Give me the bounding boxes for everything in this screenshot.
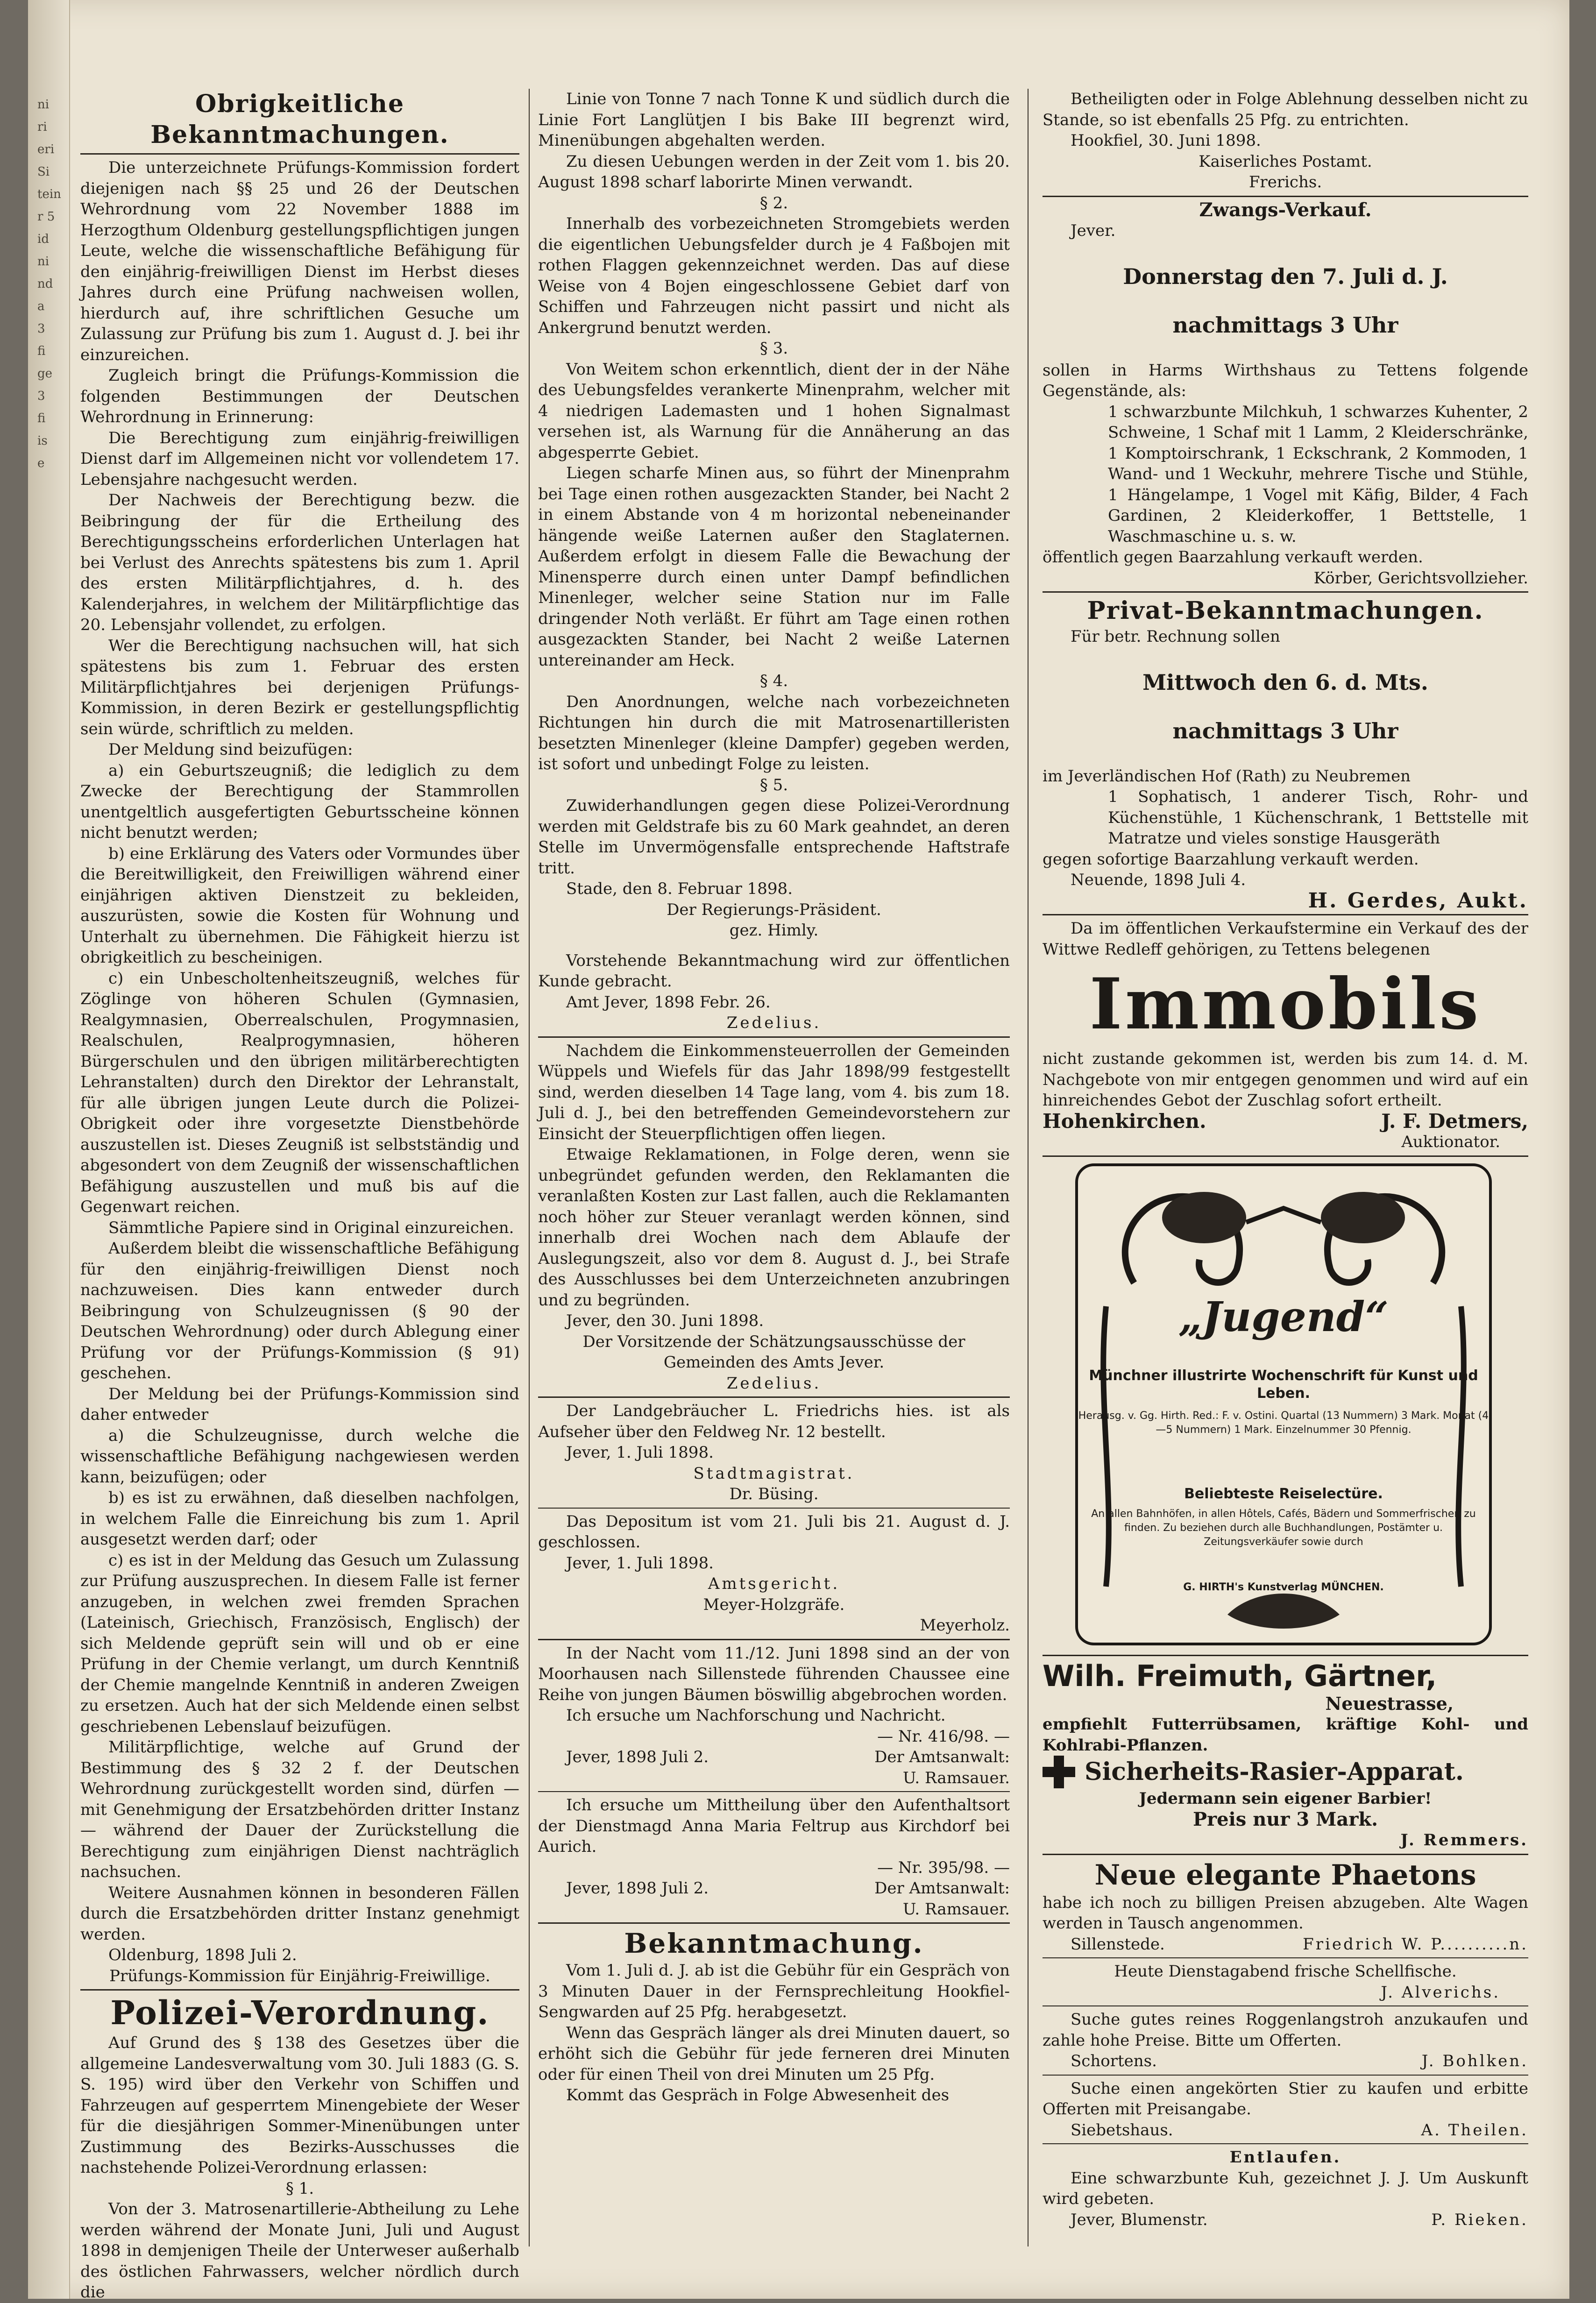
paragraph-mark: § 1.	[285, 2179, 314, 2198]
signature: Der Vorsitzende der Schätzungsausschüsse der Gemeinden des Amts Jever.	[582, 1332, 965, 1372]
signature: Körber, Gerichtsvollzieher.	[1313, 568, 1528, 588]
gutter-fragment: tein	[37, 187, 61, 201]
paragraph: Den Anordnungen, welche nach vorbezeichneten Richtungen hin durch die mit Matrosenartilleristen besetzten Minenleger (kleine Dampfer) gegeben werden, ist sofort und unbedingt Folge zu leisten.	[538, 692, 1010, 773]
signature: H. Gerdes, Aukt.	[1308, 888, 1528, 913]
place: Siebetshaus.	[1071, 2120, 1173, 2140]
paragraph-mark: § 5.	[759, 775, 788, 794]
paragraph: Wer die Berechtigung nachsuchen will, hat sich spätestens bis zum 1. Februar des ersten Militärpflichtjahres bei derjenigen Prüfungs-Kommission, in deren Bezirk er gestellungspflichtig sein würde, schriftlich zu melden.	[80, 636, 519, 738]
gutter-fragment: 3	[37, 389, 45, 403]
paragraph-mark: § 4.	[759, 672, 788, 690]
paragraph: a) die Schulzeugnisse, durch welche die wissenschaftliche Befähigung nachgewiesen werden kann, beizufügen; oder	[80, 1426, 519, 1487]
paragraph: Vom 1. Juli d. J. ab ist die Gebühr für ein Gespräch von 3 Minuten Dauer in der Fernsprechleitung Hookfiel-Sengwarden auf 25 Pfg. herabgesetzt.	[538, 1961, 1010, 2021]
paragraph: Liegen scharfe Minen aus, so führt der Minenprahm bei Tage einen rothen ausgezackten Stander, bei Nacht 2 in einem Abstande von 4 m horizontal nebeneinander hängende weiße Laternen außer den Staglaternen. Außerdem erfolgt in diesem Falle die Bewachung der Minensperre durch einen unter Dampf befindlichen Minenleger, welcher seine Station nur im Falle dringender Noth verläßt. Er führt am Tage einen rothen ausgezackten Stander, bei Nacht 2 weiße Laternen untereinander am Heck.	[538, 464, 1010, 670]
paragraph: Betheiligten oder in Folge Ablehnung desselben nicht zu Stande, so ist ebenfalls 25 Pfg. zu entrichten.	[1043, 90, 1528, 129]
paragraph: öffentlich gegen Baarzahlung verkauft werden.	[1043, 548, 1423, 567]
cross-icon	[1043, 1756, 1075, 1788]
paragraph: c) es ist in der Meldung das Gesuch um Zulassung zur Prüfung auszusprechen. In diesem Falle ist ferner anzugeben, in welchen zwei fremden Sprachen (Lateinisch, Griechisch, Französisch, Englisch) der sich Meldende geprüft sein will und ob er eine Prüfung in der Chemie verlangt, um durch Kenntniß der Chemie mangelnde Kenntniß in anderen Zweigen zu ersetzen. Auch hat der sich Meldende einen selbst geschriebenen Lebenslauf beizufügen.	[80, 1551, 519, 1736]
place-date: Hookfiel, 30. Juni 1898.	[1071, 131, 1261, 150]
ad-time: nachmittags 3 Uhr	[1172, 718, 1398, 744]
paragraph-mark: § 3.	[759, 339, 788, 358]
gutter-fragment: ri	[37, 120, 47, 134]
divider	[1043, 1854, 1528, 1855]
paragraph: b) es ist zu erwähnen, daß dieselben nachfolgen, in welchem Falle die Einreichung bis zum 1. April ausgesetzt werden darf; oder	[80, 1488, 519, 1549]
divider	[1043, 2005, 1528, 2006]
section-heading: Obrigkeitliche Bekanntmachungen.	[150, 90, 449, 149]
divider	[80, 153, 519, 155]
paragraph: a) ein Geburtszeugniß; die lediglich zu dem Zwecke der Berechtigung der Stammrollen unentgeltlich ausgefertigten Geburtsscheine können nicht benutzt werden;	[80, 761, 519, 842]
place: Sillenstede.	[1071, 1935, 1165, 1954]
signature: Meyerholz.	[920, 1616, 1010, 1635]
gutter-fragment: r 5	[37, 210, 55, 224]
divider	[80, 1989, 519, 1991]
ad-headline: Neue elegante Phaetons	[1094, 1858, 1476, 1892]
signature-title: Auktionator.	[1401, 1133, 1500, 1151]
rasier-ad	[1043, 1756, 1528, 1788]
paragraph: Der Nachweis der Berechtigung bezw. die Beibringung der für die Ertheilung des Berechtigungsscheins erforderlichen Unterlagen hat bei Verlust des Anrechts spätestens bis zum 1. April des ersten Militärpflichtjahres, d. h. des Kalenderjahres, in welchem der Militärpflichtige das 20. Lebensjahr vollendet, zu erfolgen.	[80, 491, 519, 634]
paragraph: Nachdem die Einkommensteuerrollen der Gemeinden Wüppels und Wiefels für das Jahr 1898/99 festgestellt sind, werden dieselben 14 Tage lang, vom 4. bis zum 18. Juli d. J., bei den betreffenden Gemeindevorstehern zur Einsicht der Steuerpflichtigen offen liegen.	[538, 1041, 1010, 1143]
place: Schortens.	[1071, 2052, 1157, 2070]
jugend-slogan: Beliebteste Reiselectüre.	[1184, 1485, 1383, 1502]
binding-gutter	[28, 0, 70, 2299]
gutter-fragment: Si	[37, 165, 50, 179]
griffin-ornament	[1078, 1166, 1489, 1643]
signature: Zedelius.	[726, 1374, 822, 1393]
place-date: Stade, den 8. Februar 1898.	[566, 879, 793, 898]
paragraph: Von Weitem schon erkenntlich, dient der in der Nähe des Uebungsfeldes verankerte Minenprahm, welcher mit 4 niedrigen Lademasten und 1 hohen Signalmast versehen ist, als Warnung für die Annäherung an das abgesperrte Gebiet.	[538, 360, 1010, 462]
gutter-fragment: ge	[37, 367, 53, 381]
place-date: Jever, 1. Juli 1898.	[566, 1553, 714, 1573]
notice-body	[80, 157, 519, 1945]
divider	[1043, 591, 1528, 593]
ad-headline: Wilh. Freimuth, Gärtner,	[1043, 1658, 1437, 1693]
gutter-fragment: id	[37, 232, 49, 246]
paragraph: Von der 3. Matrosenartillerie-Abtheilung zu Lehe werden während der Monate Juni, Juli und August 1898 in demjenigen Theile der Unterweser außerhalb des östlichen Fahrwassers, welcher nördlich durch die	[80, 2200, 519, 2302]
ad-headline: Immobils	[1089, 963, 1482, 1045]
paragraph: nicht zustande gekommen ist, werden bis zum 14. d. M. Nachgebote von mir entgegen genommen und wird auf ein hinreichendes Gebot der Zuschlag sofort ertheilt.	[1043, 1049, 1528, 1110]
paragraph: Der Meldung sind beizufügen:	[108, 740, 353, 759]
signature: Der Regierungs-Präsident.	[667, 900, 881, 919]
divider	[538, 1639, 1010, 1640]
paragraph: Außerdem bleibt die wissenschaftliche Befähigung für den einjährig-freiwilligen Dienst noch nachzuweisen. Dies kann entweder durch Beibringung von Schulzeugnissen (§ 90 der Deutschen Wehrordnung) oder durch Ablegung einer Prüfung vor der Prüfungs-Kommission (§ 91) geschehen.	[80, 1239, 519, 1382]
paragraph: b) eine Erklärung des Vaters oder Vormundes über die Bereitwilligkeit, den Freiwilligen während einer einjährigen aktiven Dienstzeit zu bekleiden, auszurüsten, sowie die Kosten für Wohnung und Unterhalt zu übernehmen. Die Fähigkeit hierzu ist obrigkeitlich zu bescheinigen.	[80, 844, 519, 967]
signature-row	[1043, 1111, 1528, 1132]
place-date: Oldenburg, 1898 Juli 2.	[108, 1946, 297, 1964]
place: Hohenkirchen.	[1043, 1109, 1206, 1133]
ad-date: Donnerstag den 7. Juli d. J.	[1123, 263, 1448, 289]
jugend-publisher: G. HIRTH's Kunstverlag MÜNCHEN.	[1183, 1581, 1384, 1593]
newspaper-page	[28, 0, 1569, 2302]
signature: Stadtmagistrat.	[693, 1464, 855, 1483]
signature: J. Alverichs.	[1381, 1983, 1500, 2002]
place-date: Jever, 1898 Juli 2.	[566, 1879, 709, 1898]
signature: Der Amtsanwalt:	[874, 1748, 1010, 1766]
paragraph: Kommt das Gespräch in Folge Abwesenheit des	[566, 2086, 950, 2105]
paragraph: Wenn das Gespräch länger als drei Minuten dauert, so erhöht sich die Gebühr für jede ferneren drei Minuten oder für einen Theil von drei Minuten um 25 Pfg.	[538, 2023, 1010, 2084]
signature-row	[1043, 1934, 1528, 1955]
gutter-fragments	[37, 93, 61, 475]
column-2	[538, 89, 1010, 2106]
jugend-title: „Jugend“	[1178, 1292, 1389, 1341]
jugend-subtitle: Münchner illustrirte Wochenschrift für Kunst und Leben.	[1089, 1367, 1478, 1402]
gutter-fragment: nd	[37, 277, 53, 291]
jugend-advertisement	[1075, 1163, 1492, 1645]
paragraph: Suche einen angekörten Stier zu kaufen und erbitte Offerten mit Preisangabe.	[1043, 2079, 1528, 2119]
paragraph: im Jeverländischen Hof (Rath) zu Neubremen	[1043, 766, 1411, 786]
paragraph: Linie von Tonne 7 nach Tonne K und südlich durch die Linie Fort Langlütjen I bis Bake III begrenzt wird, Minenübungen abgehalten werden.	[538, 90, 1010, 150]
signature: Kaiserliches Postamt.	[1199, 152, 1372, 171]
gutter-fragment: ni	[37, 98, 50, 112]
paragraph: gegen sofortige Baarzahlung verkauft werden.	[1043, 850, 1419, 869]
divider	[538, 1791, 1010, 1792]
divider	[1043, 1957, 1528, 1958]
divider	[1043, 914, 1528, 915]
notice-body	[538, 359, 1010, 671]
place: Jever.	[1071, 221, 1116, 240]
paragraph: Zuwiderhandlungen gegen diese Polizei-Verordnung werden mit Geldstrafe bis zu 60 Mark geahndet, an deren Stelle im Unvermögensfalle entsprechende Haftstrafe tritt.	[538, 796, 1010, 878]
paragraph: Eine schwarzbunte Kuh, gezeichnet J. J. Um Auskunft wird gebeten.	[1043, 2168, 1528, 2208]
divider	[538, 1036, 1010, 1038]
gutter-fragment: fi	[37, 344, 46, 358]
signature-row	[1043, 2051, 1528, 2072]
place-date: Jever, 1898 Juli 2.	[566, 1748, 709, 1766]
paragraph: Sämmtliche Papiere sind in Original einzureichen.	[108, 1218, 514, 1237]
divider	[538, 1922, 1010, 1924]
signature: Amtsgericht.	[708, 1574, 840, 1593]
divider	[1043, 2143, 1528, 2144]
section-heading: Privat-Bekanntmachungen.	[1087, 596, 1484, 625]
signature-row	[538, 1747, 1010, 1768]
divider	[1043, 2075, 1528, 2076]
paragraph: Ich ersuche um Mittheilung über den Aufenthaltsort der Dienstmagd Anna Maria Feltrup aus Kirchdorf bei Aurich.	[538, 1796, 1010, 1856]
paragraph: Weitere Ausnahmen können in besonderen Fällen durch die Ersatzbehörden dritter Instanz genehmigt werden.	[80, 1883, 519, 1944]
ad-date: Mittwoch den 6. d. Mts.	[1142, 669, 1428, 695]
divider	[1043, 196, 1528, 197]
notice-body	[80, 2033, 519, 2178]
place-date: Amt Jever, 1898 Febr. 26.	[566, 992, 771, 1012]
paragraph: c) ein Unbescholtenheitszeugniß, welches für Zöglinge von höheren Schulen (Gymnasien, Realgymnasien, Oberrealschulen, Progymnasien, Realschulen, Realprogymnasien, höheren Bürgerschulen und den übrigen militärberechtigten Lehranstalten) durch den Direktor der Lehranstalt, für alle übrigen jungen Leute durch die Polizei-Obrigkeit oder ihre vorgesetzte Dienstbehörde auszustellen ist. Dieses Zeugniß ist selbstständig und abgesondert von dem Zeugniß der wissenschaftlichen Befähigung auszustellen und muß bis auf die Gegenwart reichen.	[80, 969, 519, 1216]
paragraph: habe ich noch zu billigen Preisen abzugeben. Alte Wagen werden in Tausch angenommen.	[1043, 1893, 1528, 1933]
reference-number: — Nr. 416/98. —	[877, 1727, 1010, 1746]
paragraph: Etwaige Reklamationen, in Folge deren, wenn sie unbegründet gefunden werden, den Reklamanten die veranlaßten Kosten zur Last fallen, auch die Reklamanten noch höher zur Steuer veranlagt werden können, sind innerhalb drei Wochen nach dem Ablaufe der Auslegungszeit, also vor dem 8. August d. J., bei Strafe des Ausschlusses bei dem Unterzeichneten anzubringen und zu begründen.	[538, 1145, 1010, 1310]
item-list: 1 schwarzbunte Milchkuh, 1 schwarzes Kuhenter, 2 Schweine, 1 Schaf mit 1 Lamm, 2 Kleiderschränke, 1 Komptoirschrank, 1 Eckschrank, 2 Kommoden, 1 Wand- und 1 Weckuhr, mehrere Tische und Stühle, 1 Hängelampe, 1 Vogel mit Käfig, Bilder, 4 Fach Gardinen, 2 Kleiderkoffer, 1 Bettstelle, 1 Waschmaschine u. s. w.	[1108, 402, 1528, 546]
paragraph: Das Depositum ist vom 21. Juli bis 21. August d. J. geschlossen.	[538, 1512, 1010, 1552]
signature: Frerichs.	[1248, 173, 1322, 191]
reference-number: — Nr. 395/98. —	[877, 1858, 1010, 1877]
paragraph: Suche gutes reines Roggenlangstroh anzukaufen und zahle hohe Preise. Bitte um Offerten.	[1043, 2010, 1528, 2050]
signature: Prüfungs-Kommission für Einjährig-Freiwillige.	[109, 1966, 490, 1985]
paragraph: Zu diesen Uebungen werden in der Zeit vom 1. bis 20. August 1898 scharf laborirte Minen verwandt.	[538, 152, 1010, 191]
signature: gez. Himly.	[729, 921, 819, 940]
paragraph: Da im öffentlichen Verkaufstermine ein Verkauf des der Wittwe Redleff gehörigen, zu Tettens belegenen	[1043, 919, 1528, 959]
ad-heading: Entlaufen.	[1229, 2148, 1341, 2167]
paragraph: In der Nacht vom 11./12. Juni 1898 sind an der von Moorhausen nach Sillenstede führenden Chaussee eine Reihe von jungen Bäumen böswillig abgebrochen worden.	[538, 1644, 1010, 1704]
signature: J. F. Detmers,	[1381, 1109, 1528, 1133]
section-heading: Bekanntmachung.	[624, 1927, 924, 1959]
address: Neuestrasse,	[1325, 1693, 1454, 1714]
paragraph: empfiehlt Futterrübsamen, kräftige Kohl- und Kohlrabi-Pflanzen.	[1043, 1715, 1528, 1755]
paragraph: Ich ersuche um Nachforschung und Nachricht.	[566, 1706, 946, 1725]
paragraph: Der Meldung bei der Prüfungs-Kommission sind daher entweder	[80, 1384, 519, 1424]
ad-time: nachmittags 3 Uhr	[1172, 312, 1398, 338]
column-divider	[1028, 89, 1029, 2246]
signature: Der Amtsanwalt:	[874, 1879, 1010, 1898]
paragraph: Die Berechtigung zum einjährig-freiwilligen Dienst darf im Allgemeinen nicht vor vollendetem 17. Lebensjahre nachgesucht werden.	[80, 428, 519, 489]
signature: Dr. Büsing.	[729, 1485, 819, 1503]
column-3	[1043, 89, 1528, 2230]
paragraph-mark: § 2.	[759, 193, 788, 213]
gutter-fragment: eri	[37, 142, 55, 156]
signature: U. Ramsauer.	[902, 1768, 1010, 1787]
divider	[1043, 1155, 1528, 1157]
column-divider	[529, 89, 530, 2246]
jugend-distribution: An allen Bahnhöfen, in allen Hôtels, Cafés, Bädern und Sommerfrischen zu finden. Zu beziehen durch alle Buchhandlungen, Postämter u. Zeitungsverkäufer sowie durch	[1091, 1508, 1476, 1548]
gutter-fragment: a	[37, 299, 45, 313]
notice-body	[538, 89, 1010, 193]
signature: Meyer-Holzgräfe.	[703, 1595, 845, 1614]
paragraph: Vorstehende Bekanntmachung wird zur öffentlichen Kunde gebracht.	[538, 951, 1010, 991]
ad-heading: Zwangs-Verkauf.	[1199, 198, 1372, 221]
ad-price: Preis nur 3 Mark.	[1192, 1808, 1378, 1830]
signature: P. Rieken.	[1431, 2210, 1528, 2229]
paragraph: Zugleich bringt die Prüfungs-Kommission die folgenden Bestimmungen der Deutschen Wehrordnung in Erinnerung:	[80, 366, 519, 426]
paragraph: Auf Grund des § 138 des Gesetzes über die allgemeine Landesverwaltung vom 30. Juli 1883 (G. S. S. 195) wird über den Verkehr von Schiffen und Fahrzeugen auf gesperrtem Minengebiete der Weser für die diesjährigen Sommer-Minenübungen unter Zustimmung des Bezirks-Ausschusses die nachstehende Polizei-Verordnung erlassen:	[80, 2034, 519, 2177]
paragraph: Der Landgebräucher L. Friedrichs hies. ist als Aufseher über den Feldweg Nr. 12 bestellt.	[538, 1402, 1010, 1441]
signature: Friedrich W. P..........n.	[1303, 1935, 1528, 1954]
divider	[1043, 1655, 1528, 1656]
place-date: Jever, 1. Juli 1898.	[566, 1443, 714, 1462]
section-heading: Polizei-Verordnung.	[110, 1993, 489, 2032]
signature: Zedelius.	[726, 1013, 822, 1032]
gutter-fragment: ni	[37, 255, 50, 269]
gutter-fragment: e	[37, 456, 45, 470]
paragraph: Für betr. Rechnung sollen	[1071, 627, 1280, 646]
ad-headline: Sicherheits-Rasier-Apparat.	[1085, 1757, 1464, 1786]
gutter-fragment: fi	[37, 411, 46, 425]
signature-row	[1043, 2210, 1528, 2231]
divider	[538, 1508, 1010, 1509]
signature-row	[538, 1878, 1010, 1899]
paragraph: sollen in Harms Wirthshaus zu Tettens folgende Gegenstände, als:	[1043, 361, 1528, 400]
paragraph: Militärpflichtige, welche auf Grund der Bestimmung des § 32 2 f. der Deutschen Wehrordnung zurückgestellt worden sind, dürfen — mit Genehmigung der Ersatzbehörden dritter Instanz — während der Dauer der Zurückstellung die Berechtigung zum einjährigen Dienst nachträglich nachsuchen.	[80, 1738, 519, 1881]
signature: A. Theilen.	[1421, 2120, 1528, 2140]
signature: J. Bohlken.	[1421, 2052, 1528, 2070]
paragraph: Innerhalb des vorbezeichneten Stromgebiets werden die eigentlichen Uebungsfelder durch je 4 Faßbojen mit rothen Flaggen gekennzeichnet werden. Das auf diese Weise von 4 Bojen eingeschlossene Gebiet darf von Schiffen und Fahrzeugen nicht passirt und nicht als Ankergrund benutzt werden.	[538, 214, 1010, 337]
place-date: Jever, den 30. Juni 1898.	[566, 1311, 764, 1330]
ad-slogan: Jedermann sein eigener Barbier!	[1139, 1789, 1432, 1808]
signature: U. Ramsauer.	[902, 1899, 1010, 1919]
signature: J. Remmers.	[1400, 1831, 1528, 1849]
paragraph: Die unterzeichnete Prüfungs-Kommission fordert diejenigen nach §§ 25 und 26 der Deutschen Wehrordnung vom 22 November 1888 im Herzogthum Oldenburg gestellungspflichtigen jungen Leute, welche die wissenschaftliche Befähigung für den einjährig-freiwilligen Dienst im Herbst dieses Jahres durch eine Prüfung nachweisen wollen, hierdurch auf, ihre schriftlichen Gesuche um Zulassung zur Prüfung bis zum 1. August d. J. bei ihr einzureichen.	[80, 158, 519, 364]
column-1	[80, 89, 519, 2303]
gutter-fragment: 3	[37, 322, 45, 336]
notice-body	[80, 2199, 519, 2303]
place-date: Neuende, 1898 Juli 4.	[1071, 871, 1246, 889]
signature-row	[1043, 2120, 1528, 2141]
gutter-fragment: is	[37, 434, 48, 448]
place: Jever, Blumenstr.	[1071, 2210, 1208, 2229]
item-list: 1 Sophatisch, 1 anderer Tisch, Rohr- und Küchenstühle, 1 Küchenschrank, 1 Bettstelle mit Matratze und vieles sonstige Hausgeräth	[1108, 787, 1528, 848]
divider	[538, 1396, 1010, 1398]
paragraph: Heute Dienstagabend frische Schellfische.	[1114, 1962, 1457, 1981]
jugend-prices: Herausg. v. Gg. Hirth. Red.: F. v. Ostini. Quartal (13 Nummern) 3 Mark. Monat (4—5 Nummern) 1 Mark. Einzelnummer 30 Pfennig.	[1078, 1410, 1489, 1436]
